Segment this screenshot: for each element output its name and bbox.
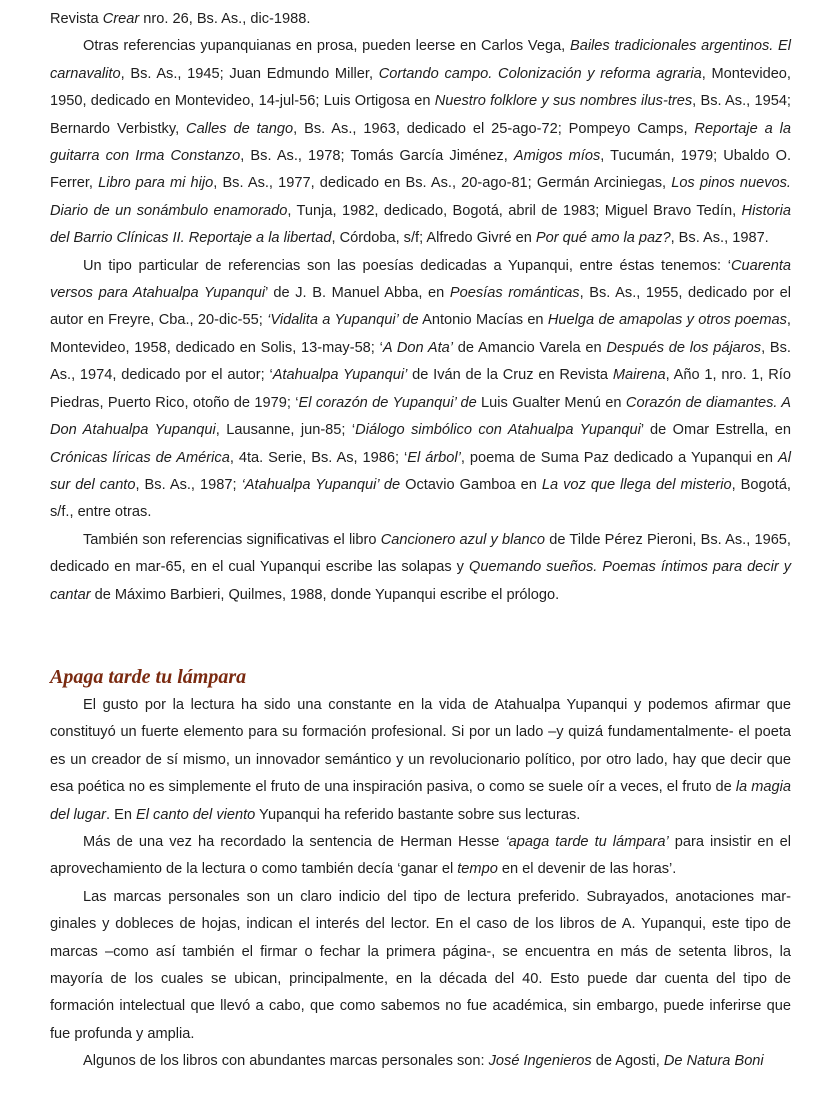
italic-title: Diálogo simbólico con Atahualpa Yupanqui — [355, 422, 641, 439]
italic-title: Crónicas líricas de América — [50, 449, 230, 466]
paragraph-hesse-quote: Más de una vez ha recordado la sentencia de Herman Hesse ‘apaga tarde tu lámpara’ para insistir en el aprovechamiento de la lectura o como también decía ‘ganar el tempo en el devenir de las horas’. — [50, 833, 792, 878]
italic-title: Quemando sueños. Poemas íntimos para decir y cantar — [50, 559, 791, 603]
italic-title: la magia del lugar — [50, 779, 791, 823]
italic-title: Calles de tango — [186, 120, 294, 137]
italic-title: Mairena — [612, 367, 666, 384]
italic-title: El canto del viento — [136, 806, 256, 823]
italic-title: ‘Vidalita a Yupanqui’ de — [267, 312, 419, 329]
italic-title: Atahualpa Yupanqui’ — [272, 367, 408, 384]
paragraph-continuation: Revista Crear nro. 26, Bs. As., dic-1988. — [50, 11, 311, 27]
italic-title: Cancionero azul y blanco — [380, 531, 546, 548]
paragraph-reading-taste: El gusto por la lectura ha sido una constante en la vida de Atahualpa Yupanqui y podemos afirmar que constituyó un fuerte elemento para su formación profesional. Si por un lado –y quizá fundamentalmente- el poeta es un creador de sí mismo, un innovador semántico y un revolucionario político, por otro lado, hay que decir que esa poética no es simplemente el fruto de una inspiración pasiva, o como se suele oír a veces, el fruto de la magia del lugar. En El canto del viento Yupanqui ha referido bastante sobre sus lecturas. — [50, 696, 791, 823]
paragraph-prose-references: Otras referencias yupanquianas en prosa, pueden leerse en Carlos Vega, Bailes tradicionales argentinos. El carnavalito, Bs. As., 1945; Juan Edmundo Miller, Cortando campo. Colonización y reforma agraria, Montevideo, 1950, dedicado en Montevideo, 14-jul-56; Luis Ortigosa en Nuestro folklore y sus nombres ilus-tres, Bs. As., 1954; Bernardo Verbistky, Calles de tango, Bs. As., 1963, dedicado el 25-ago-72; Pompeyo Camps, Reportaje a la guitarra con Irma Constanzo, Bs. As., 1978; Tomás García Jiménez, Amigos míos, Tucumán, 1979; Ubaldo O. Ferrer, Libro para mi hijo, Bs. As., 1977, dedicado en Bs. As., 20-ago-81; Germán Arciniegas, Los pinos nuevos. Diario de un sonámbulo enamorado, Tunja, 1982, dedicado, Bogotá, abril de 1983; Miguel Bravo Tedín, Historia del Barrio Clínicas II. Reportaje a la libertad, Córdoba, s/f; Alfredo Givré en Por qué amo la paz?, Bs. As., 1987. — [50, 38, 792, 247]
paragraph-significant-references: También son referencias significativas el libro Cancionero azul y blanco de Tilde Pérez Pieroni, Bs. As., 1965, dedicado en mar-65, en el cual Yupanqui escribe las solapas y Quemando sueños. Poemas íntimos para decir y cantar de Máximo Barbieri, Quilmes, 1988, donde Yupanqui escribe el prólogo. — [50, 531, 791, 603]
italic-title: Poesías románticas — [449, 285, 580, 302]
italic-title: El corazón de Yupanqui’ de — [298, 394, 477, 411]
document-page — [50, 6, 791, 1076]
italic-title: Cuarenta versos para Atahualpa Yupanqui — [50, 257, 791, 302]
italic-title: ‘Atahualpa Yupanqui’ de — [241, 476, 401, 493]
italic-title: José Ingenieros — [488, 1053, 592, 1070]
italic-title: Corazón de diamantes. A Don Atahualpa Yupanqui — [50, 394, 792, 439]
italic-title: Amigos míos — [513, 148, 601, 165]
italic-title: Al sur del canto — [50, 449, 791, 493]
italic-title: tempo — [457, 861, 498, 878]
italic-title: Huelga de amapolas y otros poemas — [547, 312, 787, 329]
italic-title: Reportaje a la guitarra con Irma Constanzo — [50, 120, 791, 165]
italic-title: Cortando campo. Colonización y reforma agraria — [378, 65, 702, 82]
italic-title: La voz que llega del misterio — [541, 476, 732, 493]
italic-title: De Natura Boni — [663, 1053, 764, 1070]
paragraph-poems-dedicated: Un tipo particular de referencias son las poesías dedicadas a Yupanqui, entre éstas tenemos: ‘Cuarenta versos para Atahualpa Yupanqui’ de J. B. Manuel Abba, en Poesías románticas, Bs. As., 1955, dedicado por el autor en Freyre, Cba., 20-dic-55; ‘Vidalita a Yupanqui’ de Antonio Macías en Huelga de amapolas y otros poemas, Montevideo, 1958, dedicado en Solis, 13-may-58; ‘A Don Ata’ de Amancio Varela en Después de los pájaros, Bs. As., 1974, dedicado por el autor; ‘Atahualpa Yupanqui’ de Iván de la Cruz en Revista Mairena, Año 1, nro. 1, Río Piedras, Puerto Rico, otoño de 1979; ‘El corazón de Yupanqui’ de Luis Gualter Menú en Corazón de diamantes. A Don Atahualpa Yupanqui, Lausanne, jun-85; ‘Diálogo simbólico con Atahualpa Yupanqui’ de Omar Estrella, en Crónicas líricas de América, 4ta. Serie, Bs. As, 1986; ‘El árbol’, poema de Suma Paz dedicado a Yupanqui en Al sur del canto, Bs. As., 1987; ‘Atahualpa Yupanqui’ de Octavio Gamboa en La voz que llega del misterio, Bogotá, s/f., entre otras. — [50, 257, 792, 521]
italic-title: Libro para mi hijo — [98, 175, 214, 192]
italic-title: ‘apaga tarde tu lámpara’ — [505, 833, 669, 850]
section-heading: Apaga tarde tu lámpara — [50, 665, 247, 688]
italic-title: Crear — [102, 11, 140, 27]
italic-title: A Don Ata’ — [382, 339, 453, 356]
paragraph-personal-marks: Las marcas personales son un claro indicio del tipo de lectura preferido. Subrayados, anotaciones mar-ginales y dobleces de hojas, indican el interés del lector. En el caso de los libros de A. Yupanqui, este tipo de marcas –como así también el firmar o fechar la primera página-, se encuentra en más de setenta libros, la mayoría de los cuales se ubican, principalmente, en la década del 40. Esto puede dar cuenta del tipo de formación intelectual que llevó a cabo, que como sabemos no fue académica, sin embargo, puede inferirse que fue profunda y amplia. — [50, 888, 791, 1042]
italic-title: El árbol’ — [407, 449, 461, 466]
italic-title: Los pinos nuevos. Diario de un sonámbulo enamorado — [50, 175, 791, 219]
paragraph-marked-books: Algunos de los libros con abundantes marcas personales son: José Ingenieros de Agosti, De Natura Boni — [83, 1053, 764, 1070]
italic-title: Por qué amo la paz? — [535, 230, 671, 247]
italic-title: Bailes tradicionales argentinos. El carnavalito — [50, 38, 792, 82]
italic-title: Historia del Barrio Clínicas II. Reportaje a la libertad — [50, 202, 791, 247]
italic-title: Nuestro folklore y sus nombres ilus-tres — [434, 93, 693, 110]
italic-title: Después de los pájaros — [606, 339, 762, 356]
